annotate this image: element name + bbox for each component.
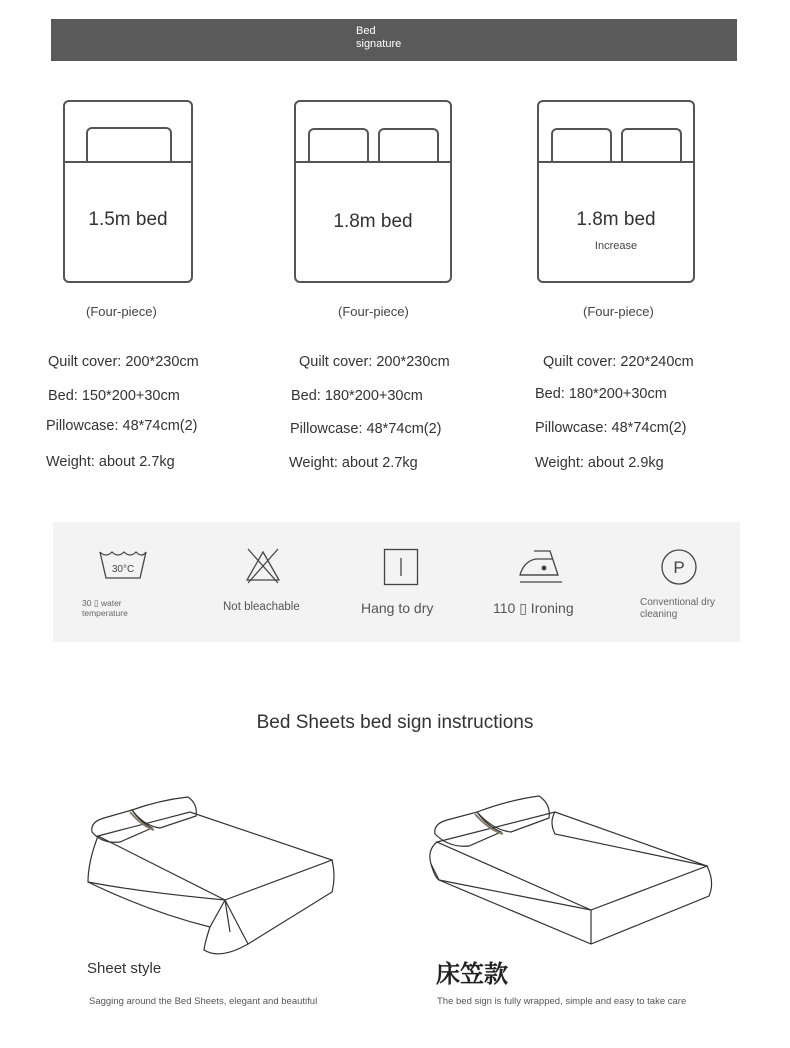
fitted-sheet-bed-illustration	[425, 792, 717, 948]
bed-divider	[65, 161, 191, 163]
set-type-label: (Four-piece)	[583, 304, 654, 319]
weight-spec: Weight: about 2.7kg	[289, 455, 418, 471]
bed-size-label: 1.5m bed	[88, 209, 168, 230]
hang-dry-icon	[383, 548, 419, 586]
pillow-icon	[551, 128, 612, 163]
header-title-line2: signature	[356, 38, 402, 50]
quilt-cover-spec: Quilt cover: 220*240cm	[543, 354, 694, 370]
dry-clean-label	[640, 597, 715, 621]
pillow-icon	[308, 128, 369, 163]
bed-diagram-1-8m	[294, 100, 452, 283]
sheet-style-caption: Sagging around the Bed Sheets, elegant and beautiful	[89, 996, 318, 1007]
pillowcase-spec: Pillowcase: 48*74cm(2)	[290, 421, 442, 437]
pillow-icon	[86, 127, 172, 163]
weight-spec: Weight: about 2.7kg	[46, 454, 175, 470]
pillowcase-spec: Pillowcase: 48*74cm(2)	[46, 418, 198, 434]
bed-spec: Bed: 180*200+30cm	[535, 386, 667, 402]
set-type-label: (Four-piece)	[338, 304, 409, 319]
wash-label	[82, 598, 128, 618]
fitted-style-label: 床笠款	[436, 960, 508, 988]
header-title-line1: Bed	[356, 25, 376, 37]
wash-label-line2: temperature	[82, 608, 128, 618]
hang-dry-label: Hang to dry	[361, 600, 434, 616]
weight-spec: Weight: about 2.9kg	[535, 455, 664, 471]
pillowcase-spec: Pillowcase: 48*74cm(2)	[535, 420, 687, 436]
quilt-cover-spec: Quilt cover: 200*230cm	[48, 354, 199, 370]
pillow-icon	[378, 128, 439, 163]
sheet-style-label: Sheet style	[87, 960, 162, 977]
bed-diagram-1-8m-increase	[537, 100, 695, 283]
bed-divider	[539, 161, 693, 163]
bed-spec: Bed: 180*200+30cm	[291, 388, 423, 404]
wash-label-line1: 30 ▯ water	[82, 598, 122, 608]
wash-temp-text: 30°C	[111, 564, 135, 575]
flat-sheet-bed-illustration	[80, 792, 340, 964]
no-bleach-label: Not bleachable	[223, 601, 300, 613]
dry-clean-icon	[660, 548, 698, 586]
dry-clean-glyph: P	[673, 558, 685, 577]
bed-diagram-1-5m	[63, 100, 193, 283]
bed-size-label: 1.8m bed	[333, 211, 413, 232]
bed-divider	[296, 161, 450, 163]
set-type-label: (Four-piece)	[86, 304, 157, 319]
instructions-title: Bed Sheets bed sign instructions	[256, 712, 534, 733]
bed-size-label: 1.8m bed	[576, 209, 656, 230]
no-bleach-icon	[244, 547, 282, 585]
bed-spec: Bed: 150*200+30cm	[48, 388, 180, 404]
dry-clean-label-line2: cleaning	[640, 609, 678, 620]
dry-clean-label-line1: Conventional dry	[640, 597, 716, 608]
ironing-label: 110 ▯ Ironing	[493, 600, 574, 616]
quilt-cover-spec: Quilt cover: 200*230cm	[299, 354, 450, 370]
pillow-icon	[621, 128, 682, 163]
bed-sub-label: Increase	[594, 240, 638, 252]
header-title	[356, 25, 401, 51]
fitted-style-caption: The bed sign is fully wrapped, simple and easy to take care	[437, 996, 687, 1007]
iron-icon	[518, 549, 564, 587]
wash-30-icon	[98, 548, 148, 582]
